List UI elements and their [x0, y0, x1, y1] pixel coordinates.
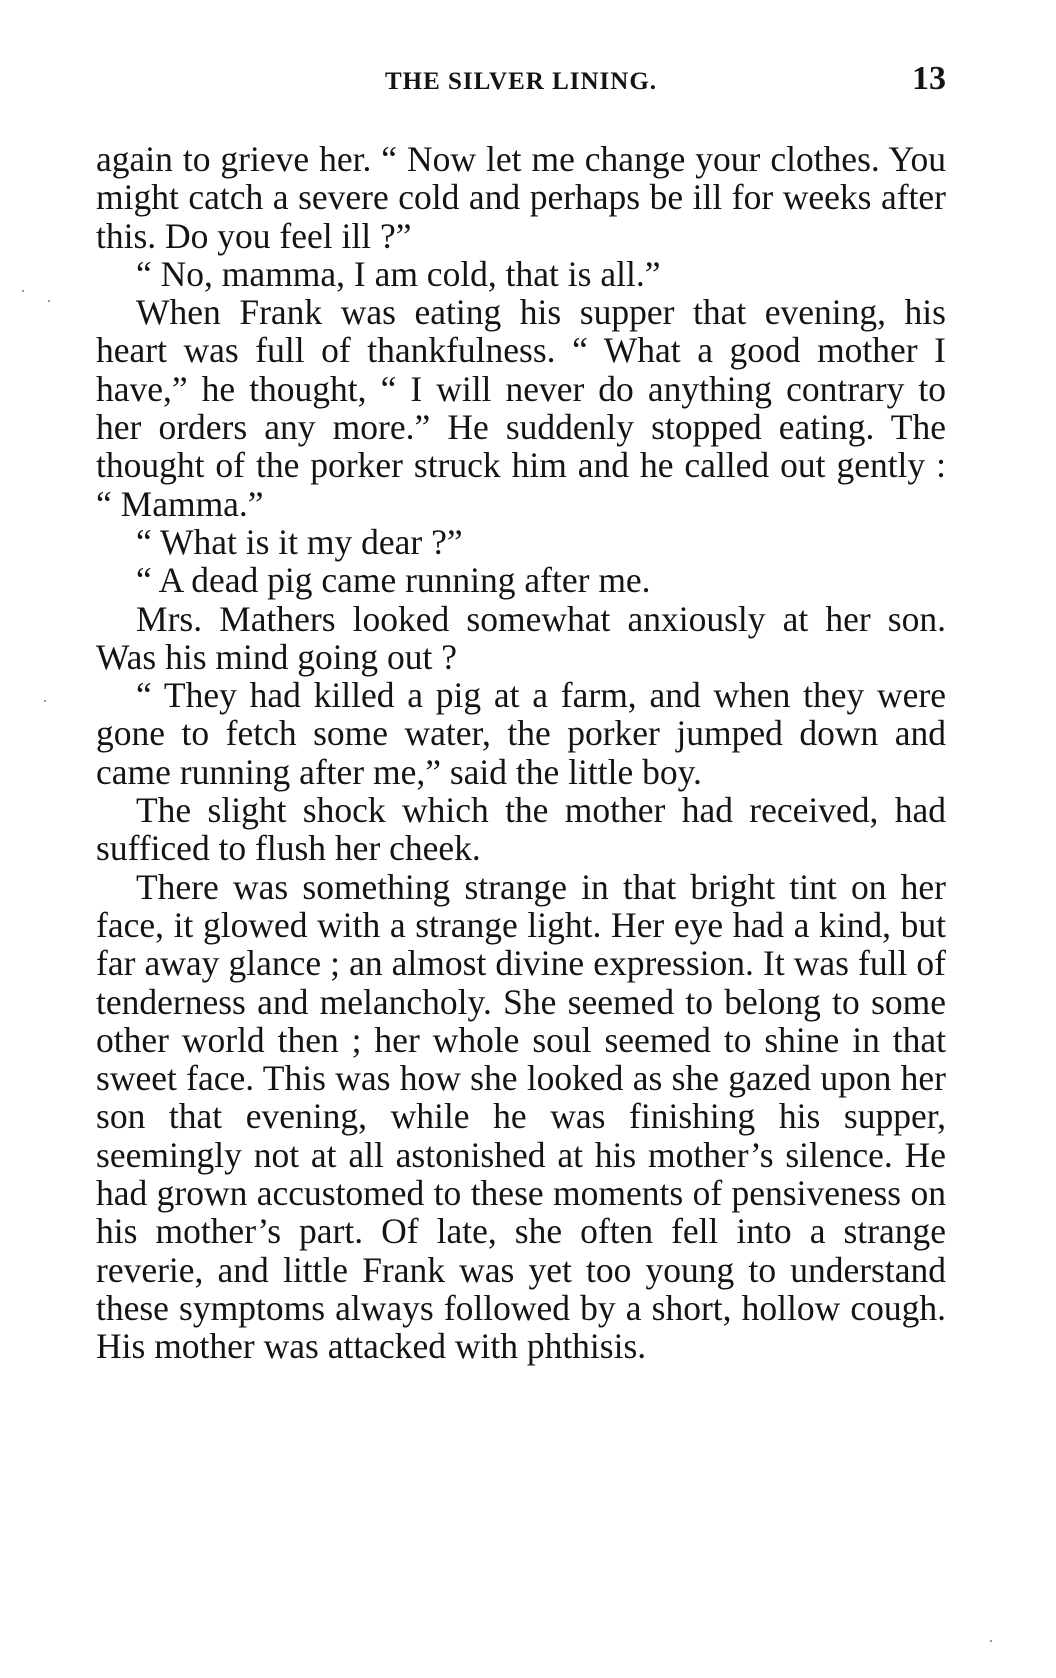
paragraph: There was something strange in that bright tint on her face, it glowed with a strange light. Her eye had a kind, but far away glance ; an almost divine expression. It was full of tenderness and melancholy. She seemed to belong to some other world then ; her whole soul seemed to shine in that sweet face. This was how she looked as she gazed upon her son that evening, while he was finishing his supper, seemingly not at all astonished at his mother’s silence. He had grown accustomed to these moments of pensiveness on his mother’s part. Of late, she often fell into a strange reverie, and little Frank was yet too young to understand these symptoms always followed by a short, hollow cough. His mother was attacked with phthisis.	[96, 866, 946, 1367]
paragraph: “ No, mamma, I am cold, that is all.”	[136, 253, 661, 294]
paragraph: The slight shock which the mother had received, had sufficed to flush her cheek.	[96, 790, 946, 869]
paragraph: again to grieve her. “ Now let me change your clothes. You might catch a severe cold and perhaps be ill for weeks after this. Do you feel ill ?”	[96, 139, 946, 256]
body-text	[96, 140, 946, 1366]
running-title: THE SILVER LINING.	[384, 68, 658, 95]
scan-speck	[44, 700, 46, 702]
page-header	[96, 60, 946, 104]
paragraph: “ A dead pig came running after me.	[136, 560, 651, 601]
paragraph: Mrs. Mathers looked somewhat anxiously at her son. Was his mind going out ?	[96, 598, 946, 677]
paragraph: “ What is it my dear ?”	[136, 521, 463, 562]
scan-speck	[22, 290, 24, 292]
scan-speck	[990, 1640, 992, 1642]
scan-speck	[48, 300, 50, 302]
paragraph: When Frank was eating his supper that evening, his heart was full of thankfulness. “ What a good mother I have,” he thought, “ I will never do anything contrary to her orders any more.” He suddenly stopped eating. The thought of the porker struck him and he called out gently : “ Mamma.”	[96, 292, 946, 524]
paragraph: “ They had killed a pig at a farm, and when they were gone to fetch some water, the porker jumped down and came running after me,” said the little boy.	[96, 675, 946, 792]
page-number: 13	[912, 60, 946, 97]
